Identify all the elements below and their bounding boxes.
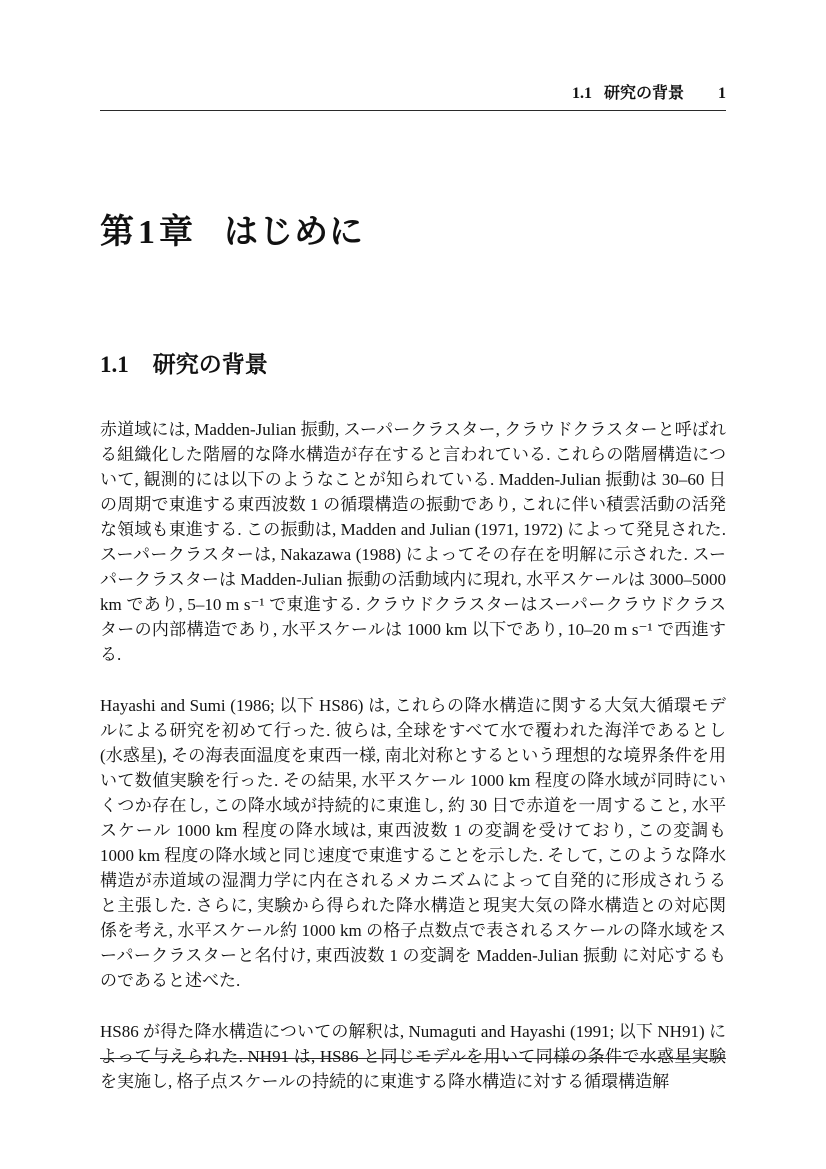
chapter-label-suffix: 章 bbox=[159, 213, 194, 251]
chapter-title: はじめに bbox=[224, 213, 364, 251]
section-number: 1.1 bbox=[100, 352, 129, 377]
footer-rule bbox=[100, 1058, 726, 1059]
section-title: 研究の背景 bbox=[152, 351, 268, 377]
header-page-number: 1 bbox=[718, 85, 726, 102]
body-text bbox=[100, 417, 726, 1094]
header-section-number: 1.1 bbox=[571, 85, 592, 102]
section-heading bbox=[100, 349, 726, 380]
paragraph: Hayashi and Sumi (1986; 以下 HS86) は, これらの降水構造に関する大気大循環モデルによる研究を初めて行った. 彼らは, 全球をすべて水で覆われた海洋であるとし (水惑星), その海表面温度を東西一様, 南北対称とするという理想的な境界条件を用いて数値実験を行った. その結果, 水平スケール 1000 km 程度の降水域が同時にいくつか存在し, この降水域が持続的に東進し, 約 30 日で赤道を一周すること, 水平スケール 1000 km 程度の降水域は, 東西波数 1 の変調を受けており, この変調も 1000 km 程度の降水域と同じ速度で東進することを示した. そして, このような降水構造が赤道域の湿潤力学に内在されるメカニズムによって自発的に形成されうると主張した. さらに, 実験から得られた降水構造と現実大気の降水構造との対応関係を考え, 水平スケール約 1000 km の格子点数点で表されるスケールの降水域をスーパークラスターと名付け, 東西波数 1 の変調を Madden-Julian 振動 に対応するものであると述べた. bbox=[100, 696, 726, 990]
chapter-label-prefix: 第 bbox=[100, 213, 135, 251]
chapter-number: 1 bbox=[138, 214, 156, 251]
running-header bbox=[100, 84, 726, 111]
header-section-title: 研究の背景 bbox=[603, 85, 684, 102]
chapter-heading bbox=[100, 211, 726, 254]
paragraph: 赤道域には, Madden-Julian 振動, スーパークラスター, クラウドクラスターと呼ばれる組織化した階層的な降水構造が存在すると言われている. これらの階層構造について, 観測的には以下のようなことが知られている. Madden-Julian 振動は 30–60 日の周期で東進する東西波数 1 の循環構造の振動であり, これに伴い積雲活動の活発な領域も東進する. この振動は, Madden and Julian (1971, 1972) によって発見された. スーパークラスターは, Nakazawa (1988) によってその存在を明解に示された. スーパークラスターは Madden-Julian 振動の活動域内に現れ, 水平スケールは 3000–5000 km であり, 5–10 m s⁻¹ で東進する. クラウドクラスターはスーパークラウドクラスターの内部構造であり, 水平スケールは 1000 km 以下であり, 10–20 m s⁻¹ で西進する. bbox=[100, 420, 726, 664]
paragraph: HS86 が得た降水構造についての解釈は, Numaguti and Hayashi (1991; 以下 NH91) によって与えられた. NH91 は, HS86 と同じモデルを用いて同様の条件で水惑星実験を実施し, 格子点スケールの持続的に東進する降水構造に対する循環構造解 bbox=[100, 1022, 726, 1091]
